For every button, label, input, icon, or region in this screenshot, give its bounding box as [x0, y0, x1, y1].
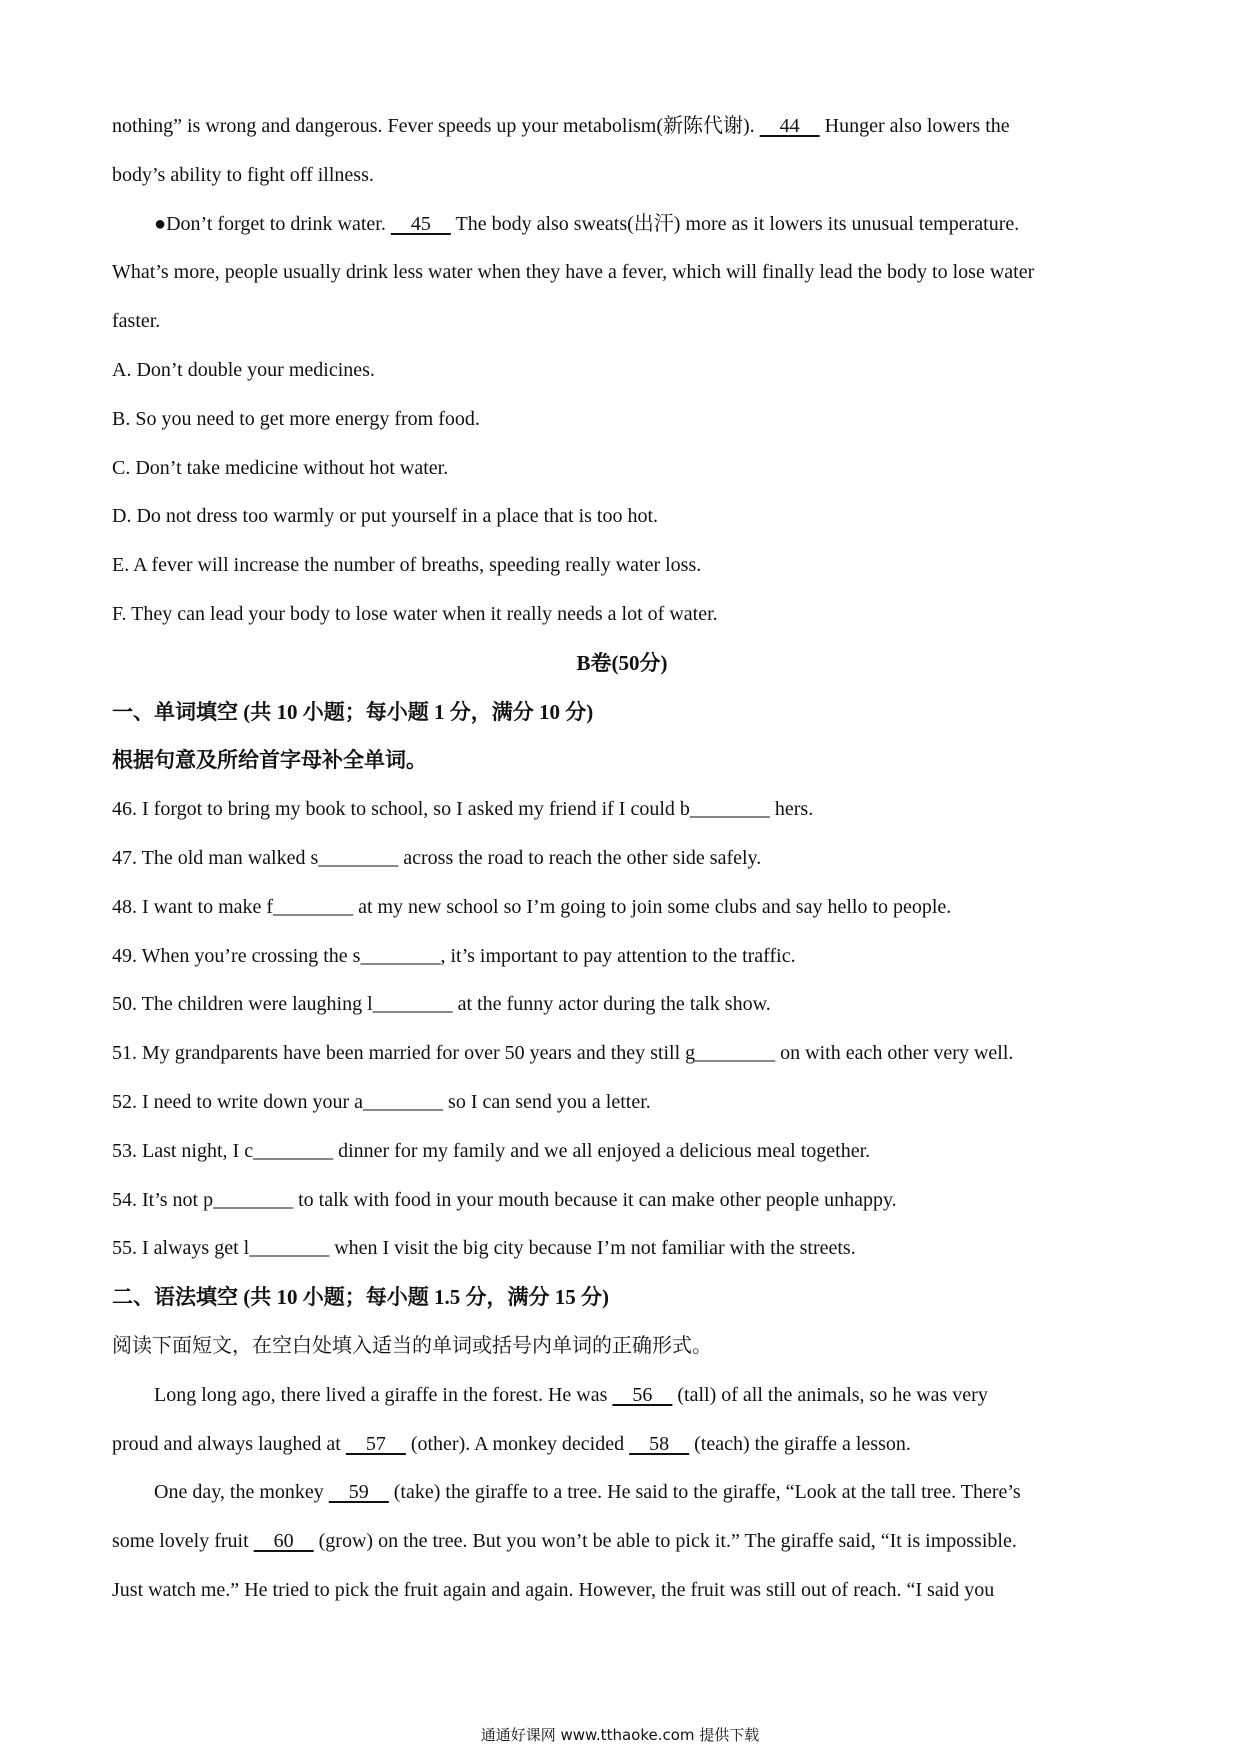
story-text: (grow) on the tree. But you won’t be able to pick it.” The giraffe said, “It is impossible. [313, 1530, 1017, 1553]
answer-blank-57[interactable]: 57 [345, 1432, 406, 1455]
story-text: (take) the giraffe to a tree. He said to the giraffe, “Look at the tall tree. There’s [388, 1481, 1021, 1504]
section2-heading: 二、语法填空 (共 10 小题；每小题 1.5 分，满分 15 分) [112, 1285, 609, 1310]
question-48: 48. I want to make f________ at my new school so I’m going to join some clubs and say hello to people. [112, 895, 952, 918]
answer-blank-59[interactable]: 59 [328, 1481, 389, 1504]
option-b: B. So you need to get more energy from food. [112, 407, 480, 430]
story-line: Just watch me.” He tried to pick the fruit again and again. However, the fruit was still out of reach. “I said you [112, 1578, 995, 1601]
answer-blank-56[interactable]: 56 [612, 1383, 673, 1406]
section2-instruction: 阅读下面短文，在空白处填入适当的单词或括号内单词的正确形式。 [112, 1334, 712, 1357]
question-49: 49. When you’re crossing the s________, it’s important to pay attention to the traffic. [112, 944, 796, 967]
story-line [112, 1517, 1132, 1566]
question-51: 51. My grandparents have been married for over 50 years and they still g________ on with each other very well. [112, 1042, 1014, 1065]
story-line [112, 1371, 1132, 1420]
answer-blank-45[interactable]: 45 [390, 212, 451, 235]
question-54: 54. It’s not p________ to talk with food in your mouth because it can make other people unhappy. [112, 1188, 897, 1211]
story-line [112, 1420, 1132, 1469]
option-f: F. They can lead your body to lose water when it really needs a lot of water. [112, 602, 718, 625]
passage-line: What’s more, people usually drink less water when they have a fever, which will finally lead the body to lose water [112, 261, 1035, 284]
passage-text: Hunger also lowers the [819, 115, 1010, 137]
option-a: A. Don’t double your medicines. [112, 358, 375, 381]
passage-line [112, 102, 1132, 151]
question-52: 52. I need to write down your a________ so I can send you a letter. [112, 1090, 651, 1113]
story-text: Long long ago, there lived a giraffe in the forest. He was [154, 1383, 613, 1406]
passage-text: ●Don’t forget to drink water. [154, 212, 391, 235]
story-text: (tall) of all the animals, so he was very [672, 1383, 988, 1406]
passage-text: nothing” is wrong and dangerous. Fever speeds up your metabolism(新陈代谢). [112, 115, 760, 137]
question-50: 50. The children were laughing l________ at the funny actor during the talk show. [112, 993, 771, 1016]
answer-blank-44[interactable]: 44 [759, 115, 820, 137]
section1-heading: 一、单词填空 (共 10 小题；每小题 1 分，满分 10 分) [112, 699, 594, 724]
passage-line: body’s ability to fight off illness. [112, 163, 374, 186]
section1-instruction: 根据句意及所给首字母补全单词。 [112, 748, 427, 773]
option-e: E. A fever will increase the number of breaths, speeding really water loss. [112, 554, 702, 577]
story-text: (other). A monkey decided [405, 1432, 630, 1455]
page-footer: 通通好课网 www.tthaoke.com 提供下载 [480, 1726, 760, 1744]
passage-line [112, 200, 1132, 249]
story-text: proud and always laughed at [112, 1432, 346, 1455]
story-text: One day, the monkey [154, 1481, 329, 1504]
document-body [112, 102, 1132, 1615]
question-55: 55. I always get l________ when I visit the big city because I’m not familiar with the streets. [112, 1237, 856, 1260]
story-line [112, 1468, 1132, 1517]
answer-blank-58[interactable]: 58 [629, 1432, 690, 1455]
answer-blank-60[interactable]: 60 [253, 1530, 314, 1553]
part-b-title: B卷(50分) [576, 650, 668, 675]
question-46: 46. I forgot to bring my book to school, so I asked my friend if I could b________ hers. [112, 798, 814, 821]
option-d: D. Do not dress too warmly or put yourself in a place that is too hot. [112, 505, 659, 528]
story-text: (teach) the giraffe a lesson. [689, 1432, 911, 1455]
option-c: C. Don’t take medicine without hot water. [112, 456, 449, 479]
passage-text: The body also sweats(出汗) more as it lowers its unusual temperature. [450, 212, 1020, 235]
question-47: 47. The old man walked s________ across the road to reach the other side safely. [112, 846, 762, 869]
question-53: 53. Last night, I c________ dinner for my family and we all enjoyed a delicious meal together. [112, 1139, 871, 1162]
story-text: some lovely fruit [112, 1530, 254, 1553]
passage-line: faster. [112, 310, 161, 333]
